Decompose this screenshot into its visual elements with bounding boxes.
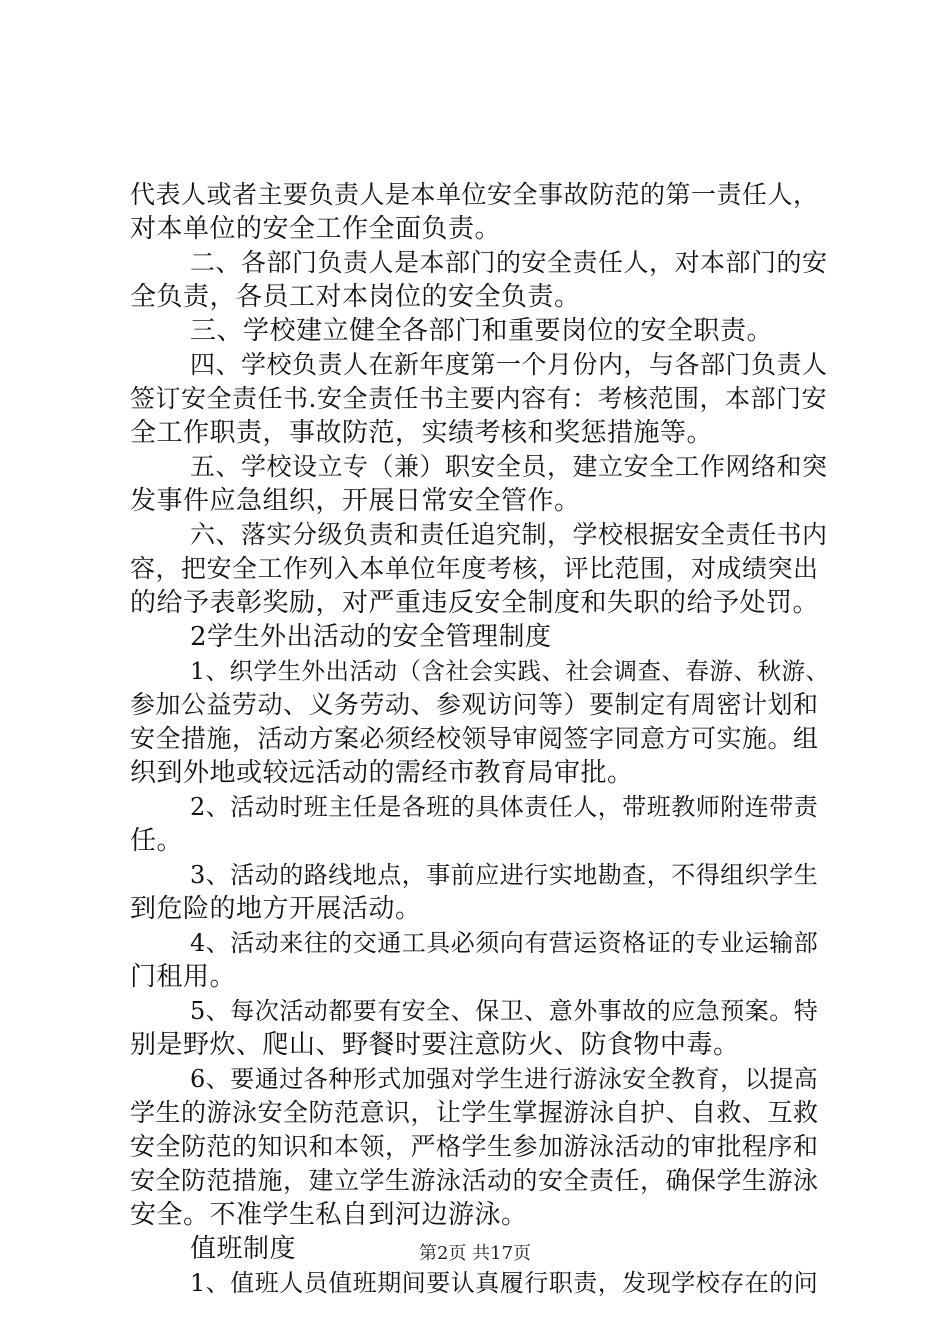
text-line: 5、每次活动都要有安全、保卫、意外事故的应急预案。特 [190,997,819,1025]
text-line: 到危险的地方开展活动。 [130,894,422,924]
text-line: 6、要通过各种形式加强对学生进行游泳安全教育，以提高 [190,1065,819,1093]
text-line: 安全防范措施，建立学生游泳活动的安全责任，确保学生游泳 [130,1166,819,1195]
text-line: 织到外地或较远活动的需经市教育局审批。 [130,758,634,788]
text-line: 1、值班人员值班期间要认真履行职责，发现学校存在的问 [190,1269,819,1297]
text-line: 容，把安全工作列入本单位年度考核，评比范围，对成绩突出 [130,554,819,583]
text-line: 门租用。 [130,962,237,992]
text-line: 全负责，各员工对本岗位的安全负责。 [130,282,581,312]
text-line: 三、学校建立健全各部门和重要岗位的安全职责。 [190,316,774,346]
text-line: 全工作职责，事故防范，实绩考核和奖惩措施等。 [130,418,714,448]
text-line: 3、活动的路线地点，事前应进行实地勘查，不得组织学生 [190,861,819,889]
text-line: 4、活动来往的交通工具必须向有营运资格证的专业运输部 [190,929,819,957]
document-body [130,178,830,1300]
page-footer: 第2页 共17页 [418,1243,532,1264]
text-line: 签订安全责任书.安全责任书主要内容有：考核范围，本部门安 [130,384,827,413]
text-line: 代表人或者主要负责人是本单位安全事故防范的第一责任人， [130,180,819,209]
text-line: 六、落实分级负责和责任追究制，学校根据安全责任书内 [190,520,828,549]
text-line: 五、学校设立专（兼）职安全员，建立安全工作网络和突 [190,452,828,481]
text-line: 对本单位的安全工作全面负责。 [130,214,502,244]
text-line: 别是野炊、爬山、野餐时要注意防火、防食物中毒。 [130,1030,740,1060]
text-line: 安全防范的知识和本领，严格学生参加游泳活动的审批程序和 [130,1132,819,1161]
text-line: 1、织学生外出活动（含社会实践、社会调查、春游、秋游、 [190,657,830,685]
text-line: 学生的游泳安全防范意识，让学生掌握游泳自护、自救、互救 [130,1098,819,1127]
text-line: 二、各部门负责人是本部门的安全责任人，对本部门的安 [190,248,828,277]
text-line: 安全措施，活动方案必须经校领导审阅签字同意方可实施。组 [130,724,819,753]
text-line: 四、学校负责人在新年度第一个月份内，与各部门负责人 [190,350,828,379]
text-line: 2学生外出活动的安全管理制度 [190,622,552,652]
text-line: 参加公益劳动、义务劳动、参观访问等）要制定有周密计划和 [130,690,819,719]
text-line: 值班制度 [190,1234,297,1264]
text-line: 安全。不准学生私自到河边游泳。 [130,1200,528,1230]
text-line: 任。 [130,826,184,856]
text-line: 发事件应急组织，开展日常安全管作。 [130,486,581,516]
text-line: 的给予表彰奖励，对严重违反安全制度和失职的给予处罚。 [130,588,820,618]
text-line: 2、活动时班主任是各班的具体责任人，带班教师附连带责 [190,793,819,821]
